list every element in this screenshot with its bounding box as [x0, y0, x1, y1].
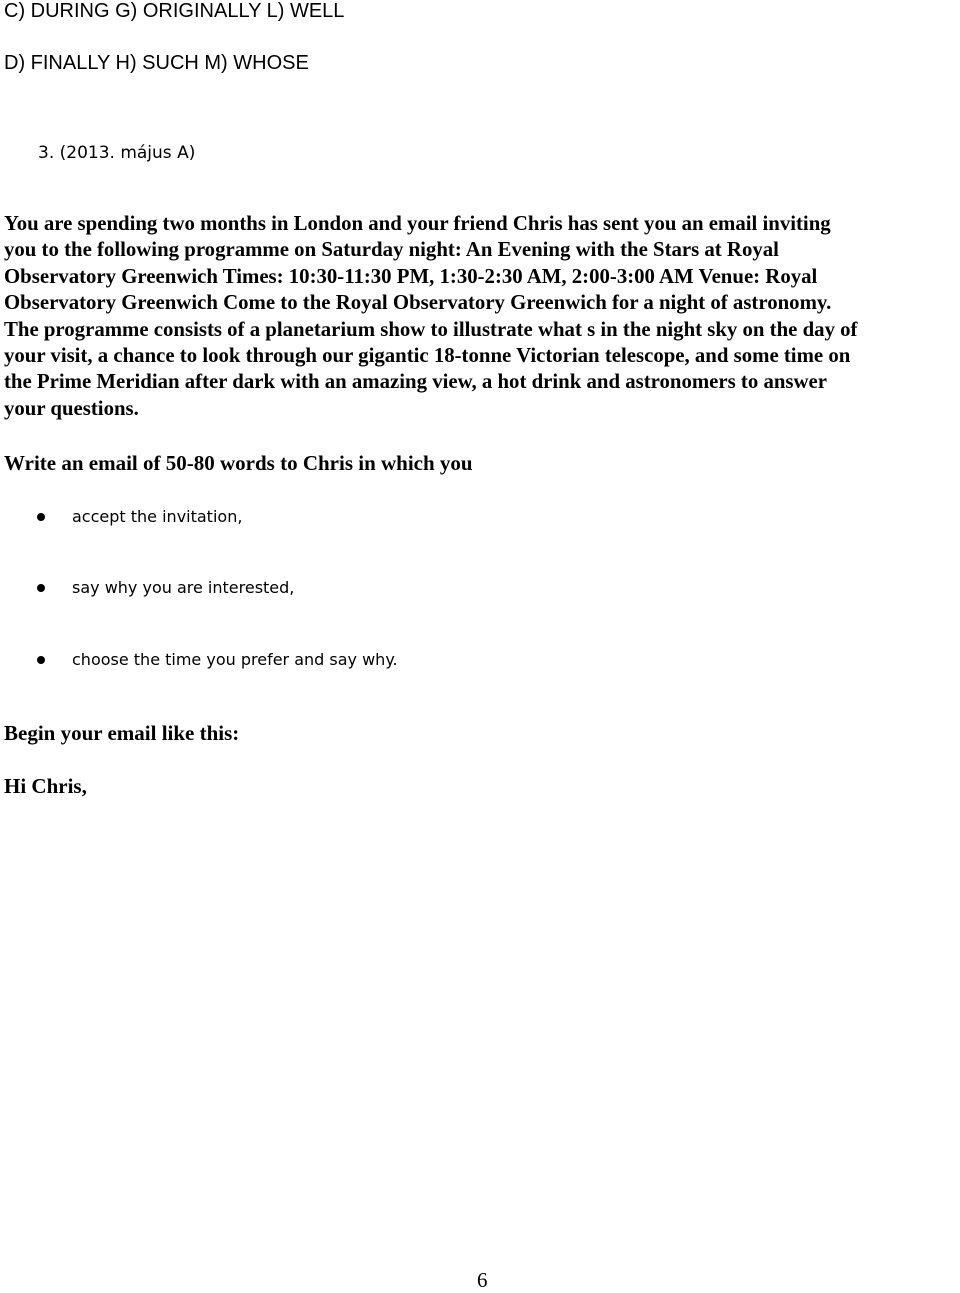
bullet-item: accept the invitation, — [72, 507, 243, 526]
paragraph-line: you to the following programme on Saturday night: An Evening with the Stars at Royal — [4, 238, 779, 262]
bullet-item: say why you are interested, — [72, 578, 295, 597]
paragraph-line: You are spending two months in London and your friend Chris has sent you an email inviting — [4, 212, 831, 235]
page-number: 6 — [477, 1268, 488, 1292]
task-paragraph — [4, 211, 959, 422]
paragraph-line: The programme consists of a planetarium show to illustrate what s in the night sky on the day of — [4, 317, 858, 341]
bullet-icon — [37, 656, 45, 664]
bullet-item: choose the time you prefer and say why. — [72, 650, 398, 669]
paragraph-line: the Prime Meridian after dark with an amazing view, a hot drink and astronomers to answer — [4, 370, 827, 394]
paragraph-line: your visit, a chance to look through our gigantic 18-tonne Victorian telescope, and some time on — [4, 344, 851, 368]
paragraph-line: your questions. — [4, 396, 139, 420]
paragraph-line: Observatory Greenwich Come to the Royal Observatory Greenwich for a night of astronomy. — [4, 291, 832, 315]
options-line-2: D) FINALLY H) SUCH M) WHOSE — [4, 52, 309, 74]
begin-label: Begin your email like this: — [4, 721, 240, 745]
paragraph-line: Observatory Greenwich Times: 10:30-11:30 PM, 1:30-2:30 AM, 2:00-3:00 AM Venue: Royal — [4, 264, 818, 288]
options-line-1: C) DURING G) ORIGINALLY L) WELL — [4, 0, 345, 22]
task-instruction: Write an email of 50-80 words to Chris in which you — [4, 451, 473, 475]
task-heading: 3. (2013. május A) — [38, 143, 196, 163]
email-greeting: Hi Chris, — [4, 774, 87, 798]
bullet-icon — [37, 584, 45, 592]
bullet-icon — [37, 513, 45, 521]
